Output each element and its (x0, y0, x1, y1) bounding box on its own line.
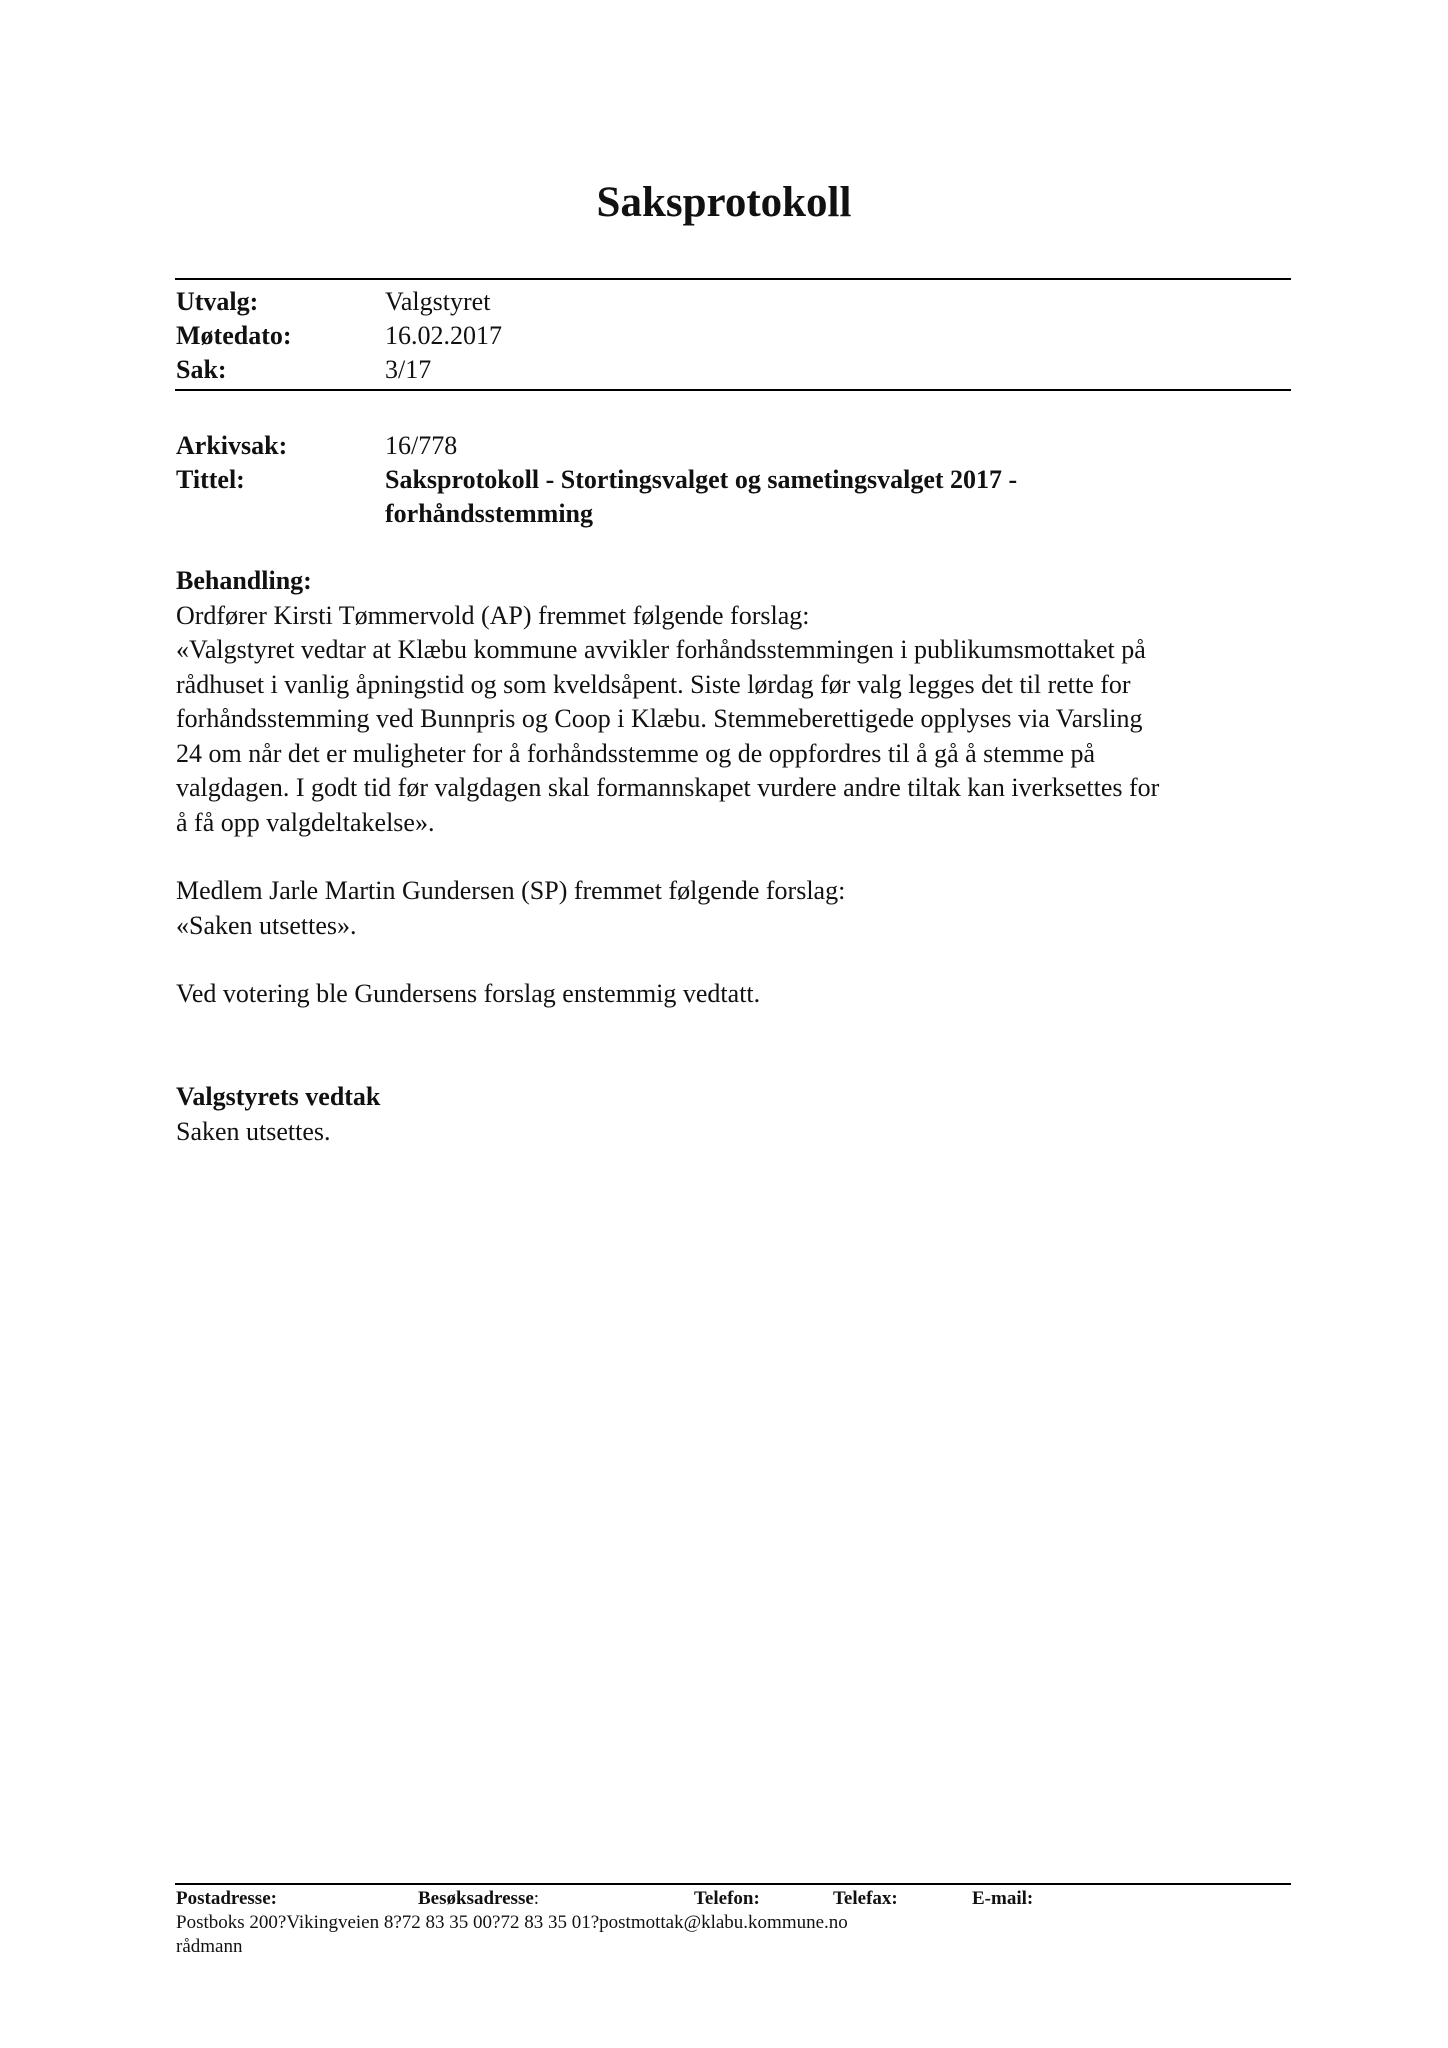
page-title: Saksprotokoll (596, 179, 852, 226)
tittel-line-2: forhåndsstemming (385, 499, 594, 528)
vedtak-heading: Valgstyrets vedtak (176, 1082, 381, 1111)
footer-besoksadresse-group (418, 1887, 539, 1911)
vedtak-text: Saken utsettes. (176, 1116, 331, 1146)
motedato-label: Møtedato: (176, 321, 292, 350)
arkivsak-label: Arkivsak: (176, 431, 288, 460)
footer-postadresse-label: Postadresse: (176, 1888, 277, 1909)
footer-rule (175, 1883, 1291, 1885)
footer-contact-line: Postboks 200?Vikingveien 8?72 83 35 00?72 83 35 01?postmottak@klabu.kommune.no (176, 1912, 848, 1933)
footer-besoksadresse-colon: : (533, 1888, 540, 1909)
arkivsak-value: 16/778 (385, 431, 458, 460)
votering-text: Ved votering ble Gundersens forslag enstemmig vedtatt. (176, 979, 761, 1008)
proposal-line: 24 om når det er muligheter for å forhåndsstemme og de oppfordres til å gå å stemme på (176, 738, 1096, 768)
behandling-heading: Behandling: (176, 566, 312, 595)
proposal-line: forhåndsstemming ved Bunnpris og Coop i Klæbu. Stemmeberettigede opplyses via Varsling (176, 704, 1143, 733)
votering (176, 977, 1296, 1012)
footer-telefax-label: Telefax: (833, 1888, 898, 1909)
top-rule (175, 278, 1291, 280)
footer-besoksadresse-label: Besøksadresse (418, 1888, 534, 1909)
utvalg-label: Utvalg: (176, 287, 259, 316)
tittel-label: Tittel: (176, 465, 245, 494)
behandling-section (176, 564, 1296, 840)
utvalg-value: Valgstyret (385, 287, 491, 316)
footer-email-label: E-mail: (972, 1888, 1034, 1909)
sak-label: Sak: (176, 355, 227, 384)
proposal-line: «Valgstyret vedtar at Klæbu kommune avvikler forhåndsstemmingen i publikumsmottaket på (176, 635, 1146, 664)
tittel-line-1: Saksprotokoll - Stortingsvalget og sametingsvalget 2017 - (385, 465, 1018, 494)
proposal-line: rådhuset i vanlig åpningstid og som kveldsåpent. Siste lørdag før valg legges det til rette for (176, 669, 1131, 699)
second-proposal-quote: «Saken utsettes». (176, 910, 357, 940)
second-proposal-intro: Medlem Jarle Martin Gundersen (SP) fremmet følgende forslag: (176, 876, 846, 905)
meta-rule (175, 389, 1291, 391)
behandling-intro: Ordfører Kirsti Tømmervold (AP) fremmet følgende forslag: (176, 600, 810, 630)
footer-telefon-label: Telefon: (694, 1888, 760, 1909)
proposal-line: valgdagen. I godt tid før valgdagen skal formannskapet vurdere andre tiltak kan iverksettes for (176, 773, 1160, 802)
footer-radmann: rådmann (176, 1936, 243, 1957)
vedtak-section (176, 1080, 1296, 1149)
motedato-value: 16.02.2017 (385, 321, 502, 350)
proposal-line: å få opp valgdeltakelse». (176, 807, 435, 837)
second-proposal (176, 874, 1296, 943)
sak-value: 3/17 (385, 355, 432, 384)
